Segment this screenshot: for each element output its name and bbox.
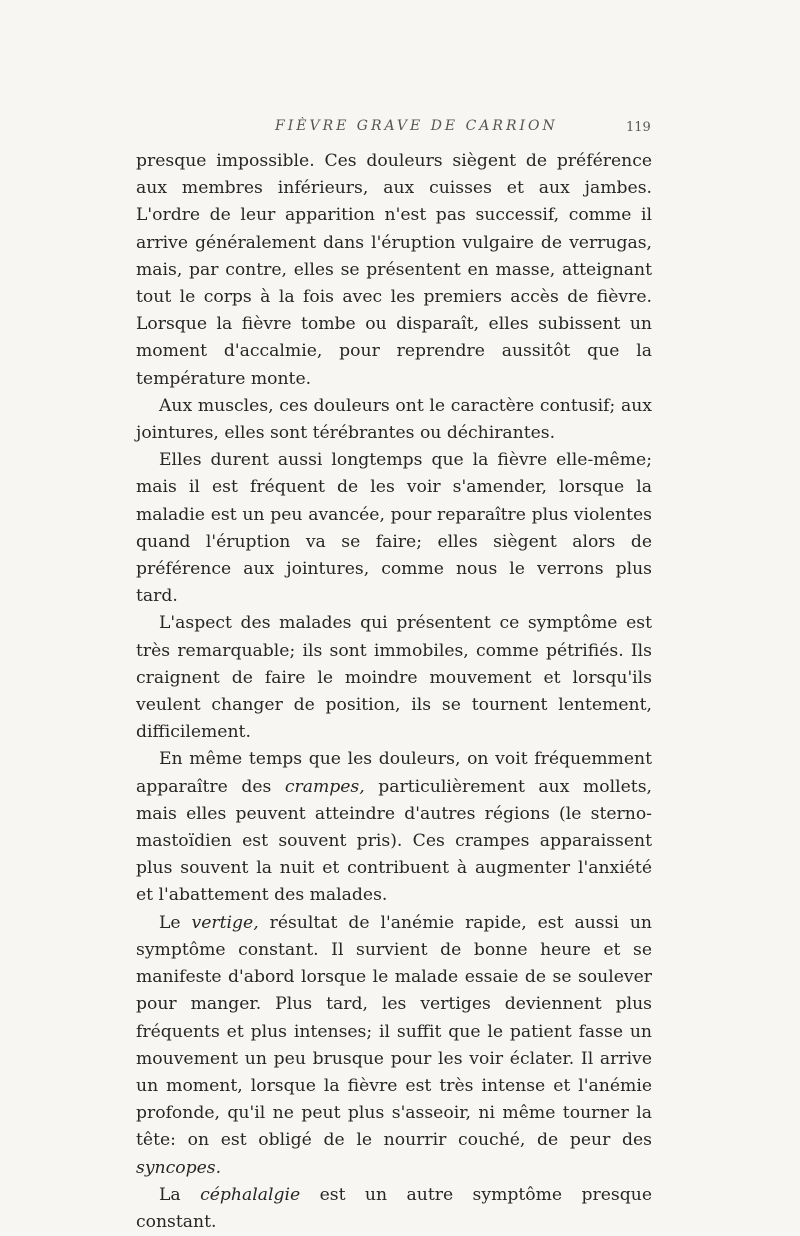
running-head <box>0 118 800 142</box>
paragraph-muscles: Aux muscles, ces douleurs ont le caractère contusif; aux jointures, elles sont térébrantes ou déchirantes. <box>136 395 652 444</box>
paragraph-text: La <box>159 1184 201 1205</box>
term-vertige: vertige, <box>191 912 259 933</box>
paragraph-continuation: presque impossible. Ces douleurs siègent de préférence aux membres inférieurs, aux cuisses et aux jambes. L'ordre de leur apparition n'est pas successif, comme il arrive généralement dans l'éruption vulgaire de verrugas, mais, par contre, elles se présentent en masse, atteignant tout le corps à la fois avec les premiers accès de fièvre. Lorsque la fièvre tombe ou disparaît, elles subissent un moment d'accalmie, pour reprendre aussitôt que la température monte. <box>136 151 652 389</box>
term-syncopes: syncopes. <box>136 1157 222 1178</box>
term-crampes: crampes, <box>284 776 365 797</box>
paragraph-duration: Elles durent aussi longtemps que la fièvre elle-même; mais il est fréquent de les voir s'amender, lorsque la maladie est un peu avancée, pour reparaître plus violentes quand l'éruption va se faire; elles siègent alors de préférence aux jointures, comme nous le verrons plus tard. <box>136 450 652 607</box>
term-cephalalgie: céphalalgie <box>200 1184 301 1205</box>
paragraph-text: particulièrement aux mollets, mais elles peuvent atteindre d'autres régions (le sterno-mastoïdien est souvent pris). Ces crampes apparaissent plus souvent la nuit et contribuent à augmenter l'anxiété et l'abattement des malades. <box>136 776 652 906</box>
paragraph-aspect: L'aspect des malades qui présentent ce symptôme est très remarquable; ils sont immobiles, comme pétrifiés. Ils craignent de faire le moindre mouvement et lorsqu'ils veulent changer de position, ils se tournent lentement, difficilement. <box>136 613 652 743</box>
running-title: FIÈVRE GRAVE DE CARRION <box>275 118 558 134</box>
page-number: 119 <box>626 120 651 135</box>
paragraph-text: est un autre symptôme presque constant. <box>136 1184 652 1232</box>
body-text <box>136 148 652 1236</box>
paragraph-crampes <box>136 746 652 909</box>
paragraph-text: résultat de l'anémie rapide, est aussi un symptôme constant. Il survient de bonne heure et se manifeste d'abord lorsque le malade essaie de se soulever pour manger. Plus tard, les vertiges deviennent plus fréquents et plus intenses; il suffit que le patient fasse un mouvement un peu brusque pour les voir éclater. Il arrive un moment, lorsque la fièvre est très intense et l'anémie profonde, qu'il ne peut plus s'asseoir, ni même tourner la tête: on est obligé de le nourrir couché, de peur des <box>136 912 652 1151</box>
paragraph-vertige <box>136 910 652 1182</box>
paragraph-cephalalgie <box>136 1182 652 1236</box>
paragraph-text: Le <box>159 912 192 933</box>
paragraph-text: En même temps que les douleurs, on voit fréquemment apparaître des <box>136 749 652 797</box>
